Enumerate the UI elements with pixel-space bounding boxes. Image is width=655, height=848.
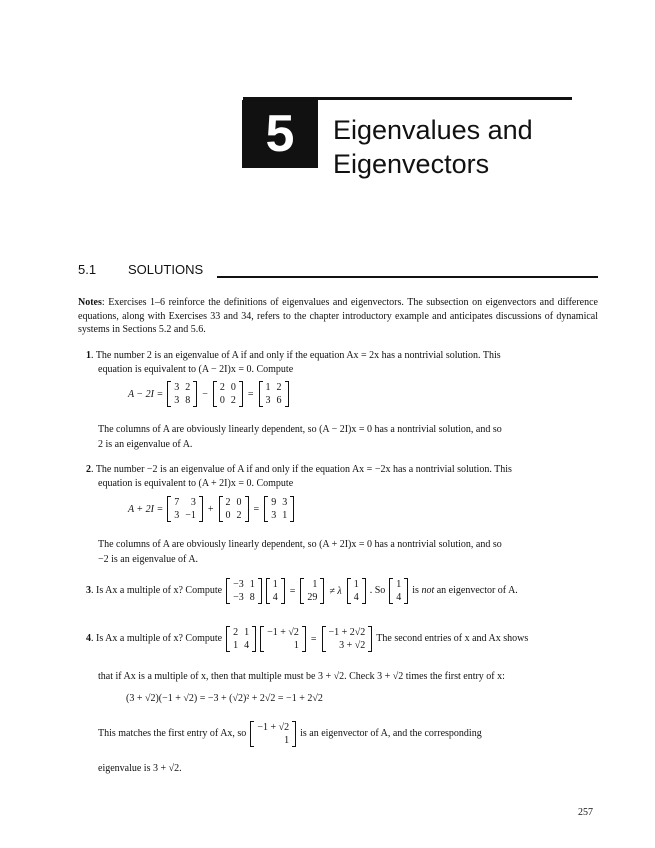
vector-x-3: 1 4 xyxy=(389,578,408,604)
exercise-4 xyxy=(86,626,528,652)
exercise-3-number: 3 xyxy=(86,585,91,597)
equation-lhs: A − 2I = xyxy=(128,388,164,400)
exercise-4-match xyxy=(98,721,482,747)
exercise-4-final: eigenvalue is 3 + √2. xyxy=(98,763,182,774)
match-pre: This matches the first entry of Ax, so xyxy=(98,728,247,740)
exercise-3-conclusion: is not an eigenvector of A. xyxy=(412,585,518,597)
section-number: 5.1 xyxy=(78,262,97,277)
operator: − xyxy=(202,388,208,400)
exercise-4-number: 4 xyxy=(86,633,91,645)
exercise-1-line1 xyxy=(86,349,601,363)
section-title: SOLUTIONS xyxy=(128,262,204,277)
notes-paragraph xyxy=(78,296,598,337)
so-text: . So xyxy=(369,585,386,597)
matrix-result: 1 2 3 6 xyxy=(259,381,289,407)
vector-x: −1 + √2 1 xyxy=(260,626,306,652)
exercise-1-text: . The number 2 is an eigenvalue of A if and only if the equation Ax = 2x has a nontrivial solution. This xyxy=(91,350,501,361)
chapter-title-line2: Eigenvectors xyxy=(333,149,490,179)
exercise-1-conclusion1: The columns of A are obviously linearly dependent, so (A − 2I)x = 0 has a nontrivial solution, and so xyxy=(98,424,502,435)
eigenvector: −1 + √2 1 xyxy=(250,721,296,747)
exercise-1-line2: equation is equivalent to (A − 2I)x = 0. Compute xyxy=(98,364,294,375)
match-post: is an eigenvector of A, and the corresponding xyxy=(300,728,482,740)
matrix-a: −3 1 −3 8 xyxy=(226,578,262,604)
page-number: 257 xyxy=(578,807,593,818)
chapter-title-line1: Eigenvalues and xyxy=(333,115,533,145)
exercise-2-conclusion1: The columns of A are obviously linearly dependent, so (A + 2I)x = 0 has a nontrivial solution, and so xyxy=(98,539,502,550)
equals: = xyxy=(253,503,260,515)
vector-x-2: 1 4 xyxy=(347,578,366,604)
exercise-2-conclusion2: −2 is an eigenvalue of A. xyxy=(98,554,199,565)
exercise-4-text: . Is Ax a multiple of x? Compute xyxy=(91,633,223,645)
exercise-1-equation xyxy=(128,381,289,407)
chapter-number-box: 5 xyxy=(242,100,318,168)
section-rule xyxy=(217,276,598,278)
equals: = xyxy=(310,633,317,645)
exercise-2-number: 2 xyxy=(86,464,91,475)
matrix-a: 7 3 3 −1 xyxy=(167,496,203,522)
matrix-2i: 2 0 0 2 xyxy=(213,381,243,407)
notes-label: Notes xyxy=(78,297,102,308)
exercise-2-line2: equation is equivalent to (A + 2I)x = 0. Compute xyxy=(98,478,294,489)
equation-lhs: A + 2I = xyxy=(128,503,164,515)
matrix-result: 9 3 3 1 xyxy=(264,496,294,522)
exercise-4-calculation: (3 + √2)(−1 + √2) = −3 + (√2)² + 2√2 = −1 + 2√2 xyxy=(126,693,323,704)
equals: = xyxy=(289,585,296,597)
equals: = xyxy=(247,388,254,400)
exercise-4-line2: that if Ax is a multiple of x, then that multiple must be 3 + √2. Check 3 + √2 times the first entry of x: xyxy=(98,671,505,682)
matrix-a: 3 2 3 8 xyxy=(167,381,197,407)
exercise-3-text: . Is Ax a multiple of x? Compute xyxy=(91,585,223,597)
exercise-4-post: The second entries of x and Ax shows xyxy=(376,633,529,645)
notes-text: : Exercises 1–6 reinforce the definitions of eigenvalues and eigenvectors. The subsection on eigenvectors and difference equations, along with Exercises 33 and 34, refers to the chapter introductory example and anticipates discussions of dynamical systems in Sections 5.2 and 5.6. xyxy=(78,297,598,335)
operator: + xyxy=(207,503,214,515)
exercise-1-conclusion2: 2 is an eigenvalue of A. xyxy=(98,439,193,450)
matrix-2i: 2 0 0 2 xyxy=(219,496,249,522)
exercise-1-number: 1 xyxy=(86,350,91,361)
vector-x: 1 4 xyxy=(266,578,285,604)
vector-ax: −1 + 2√2 3 + √2 xyxy=(322,626,373,652)
exercise-2-text: . The number −2 is an eigenvalue of A if and only if the equation Ax = −2x has a nontrivial solution. This xyxy=(91,464,512,475)
exercise-2-equation xyxy=(128,496,294,522)
vector-ax: 1 29 xyxy=(300,578,324,604)
exercise-3 xyxy=(86,578,518,604)
not-equal-lambda: ≠ λ xyxy=(329,585,342,597)
exercise-2-line1 xyxy=(86,463,601,477)
matrix-a: 2 1 1 4 xyxy=(226,626,256,652)
